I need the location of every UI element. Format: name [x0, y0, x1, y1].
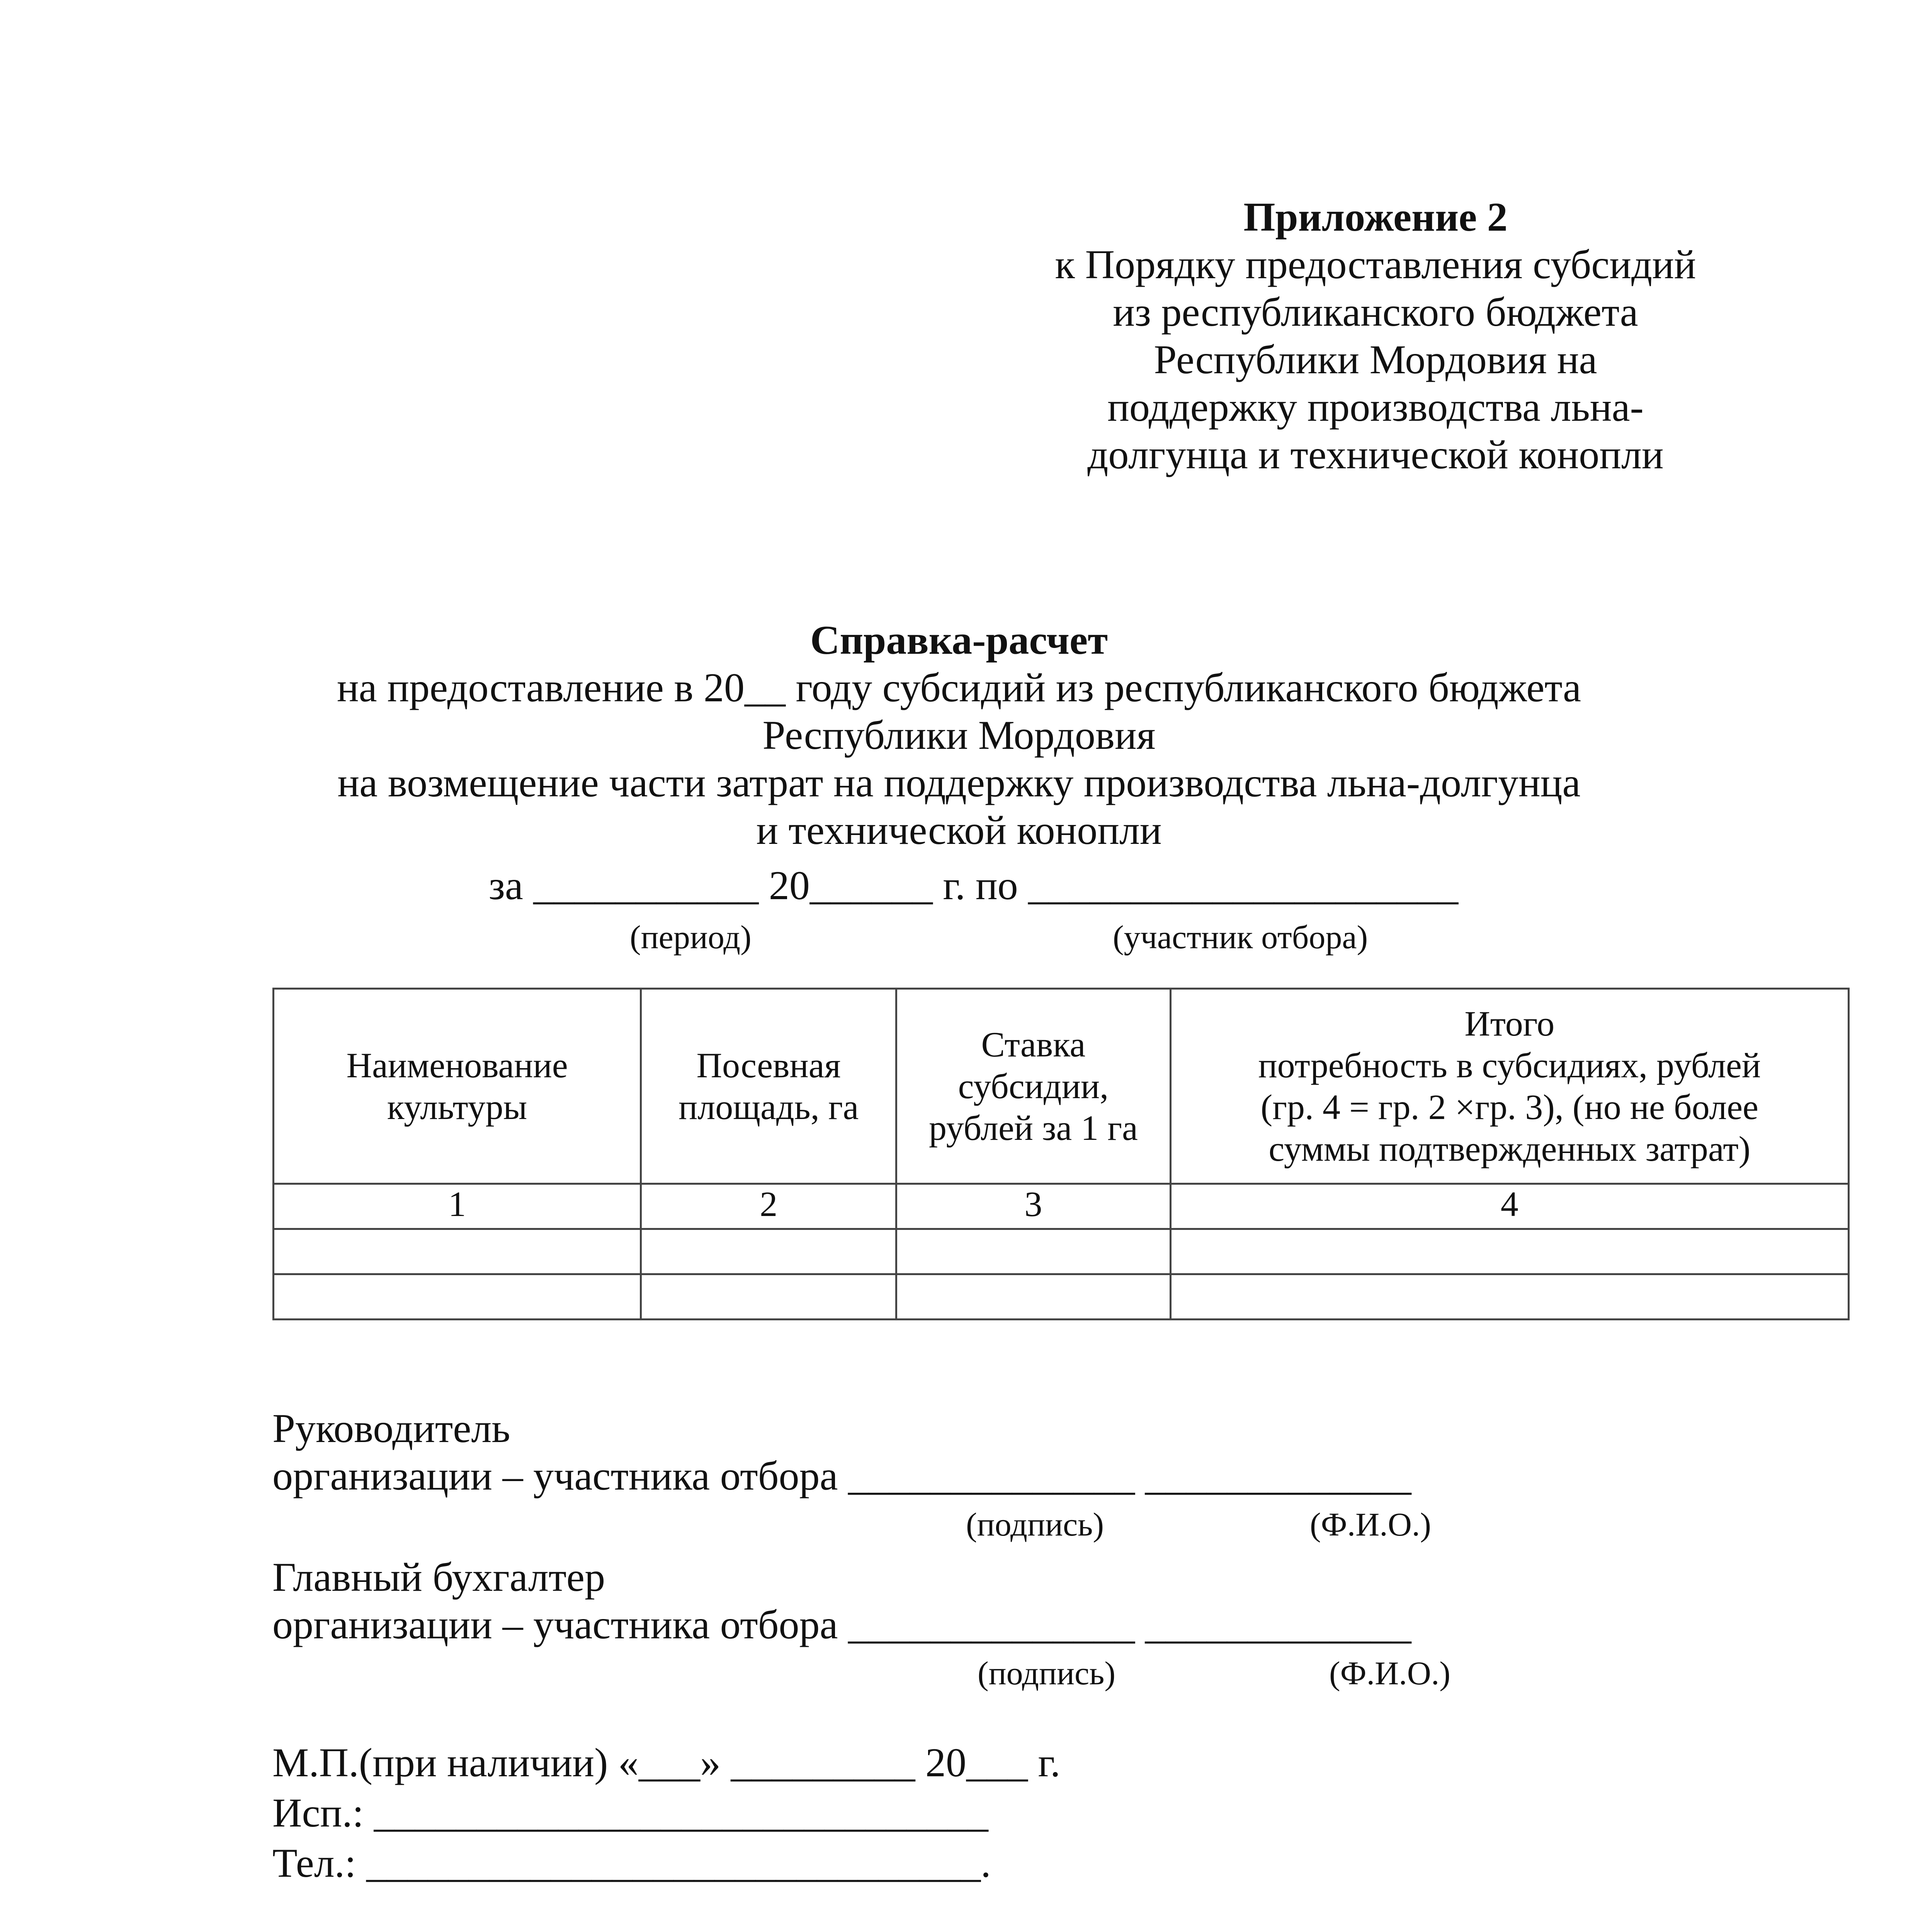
header-cell-area — [641, 989, 896, 1184]
executor-line: Исп.: ______________________________ — [272, 1790, 988, 1835]
header-cell-culture — [274, 989, 641, 1184]
appendix-line: из республиканского бюджета — [1113, 289, 1638, 335]
table-cell[interactable] — [641, 1229, 896, 1274]
header-text: культуры — [387, 1087, 527, 1127]
header-text: площадь, га — [678, 1087, 859, 1127]
head-signature-line: организации – участника отбора ______________ _____________ — [272, 1453, 1411, 1498]
head-title: Руководитель — [272, 1406, 510, 1451]
accountant-sign-label: (подпись) — [978, 1655, 1116, 1692]
column-number: 3 — [896, 1184, 1170, 1229]
header-text: субсидии, — [958, 1066, 1109, 1106]
appendix-line: к Порядку предоставления субсидий — [1055, 242, 1696, 287]
calculation-table — [272, 988, 1850, 1320]
period-label: (период) — [630, 918, 752, 956]
column-number: 2 — [641, 1184, 896, 1229]
table-cell[interactable] — [274, 1229, 641, 1274]
appendix-title: Приложение 2 — [1243, 194, 1508, 240]
table-cell[interactable] — [1170, 1229, 1848, 1274]
table-number-row — [274, 1184, 1849, 1229]
appendix-block — [989, 193, 1762, 478]
header-text: Наименование — [346, 1046, 568, 1085]
table-row — [274, 1229, 1849, 1274]
table-cell[interactable] — [274, 1274, 641, 1320]
accountant-name-label: (Ф.И.О.) — [1329, 1655, 1450, 1692]
column-number: 4 — [1170, 1184, 1848, 1229]
column-number: 1 — [274, 1184, 641, 1229]
header-text: потребность в субсидиях, рублей — [1258, 1046, 1761, 1085]
header-text: суммы подтвержденных затрат) — [1268, 1129, 1751, 1168]
title-line-1: на предоставление в 20__ году субсидий из республиканского бюджета — [337, 665, 1581, 710]
accountant-title: Главный бухгалтер — [272, 1554, 605, 1600]
title-line-3: на возмещение части затрат на поддержку производства льна-долгунца — [337, 760, 1581, 805]
table-cell[interactable] — [641, 1274, 896, 1320]
title-line-2: Республики Мордовия — [762, 713, 1156, 758]
head-sign-label: (подпись) — [966, 1506, 1104, 1543]
appendix-line: долгунца и технической конопли — [1087, 432, 1664, 477]
header-text: Итого — [1464, 1004, 1555, 1043]
table-cell[interactable] — [896, 1274, 1170, 1320]
participant-label: (участник отбора) — [1113, 918, 1368, 956]
table-header-row — [274, 989, 1849, 1184]
header-cell-rate — [896, 989, 1170, 1184]
header-text: Посевная — [696, 1046, 841, 1085]
header-text: Ставка — [981, 1025, 1086, 1064]
phone-line: Тел.: ______________________________. — [272, 1840, 991, 1886]
header-cell-total — [1170, 989, 1848, 1184]
document-title: Справка-расчет — [810, 617, 1108, 663]
table-row — [274, 1274, 1849, 1320]
stamp-date-line: М.П.(при наличии) «___» _________ 20___ г. — [272, 1740, 1061, 1785]
period-line: за ___________ 20______ г. по _____________________ — [489, 863, 1459, 908]
header-text: рублей за 1 га — [928, 1108, 1138, 1148]
accountant-signature-line: организации – участника отбора ______________ _____________ — [272, 1602, 1411, 1647]
title-line-4: и технической конопли — [756, 808, 1162, 853]
appendix-line: Республики Мордовия на — [1154, 337, 1597, 382]
header-text: (гр. 4 = гр. 2 ×гр. 3), (но не более — [1260, 1087, 1758, 1127]
head-name-label: (Ф.И.О.) — [1310, 1506, 1431, 1543]
table-cell[interactable] — [896, 1229, 1170, 1274]
appendix-line: поддержку производства льна- — [1107, 384, 1644, 430]
table-cell[interactable] — [1170, 1274, 1848, 1320]
